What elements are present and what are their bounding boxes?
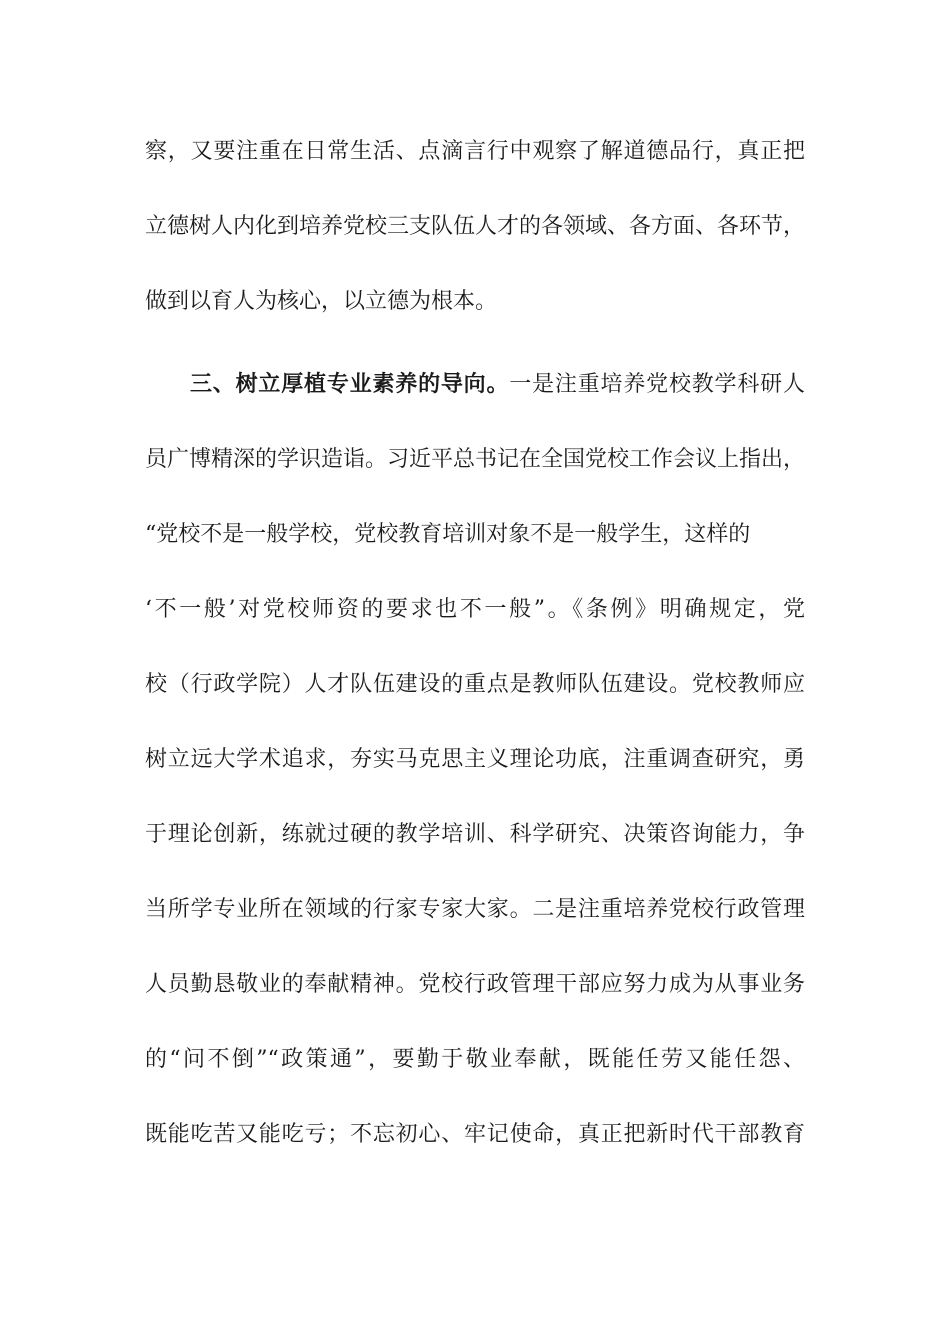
text-line: 立德树人内化到培养党校三支队伍人才的各领域、各方面、各环节， bbox=[145, 214, 806, 239]
text-line: 人员勤恳敬业的奉献精神。党校行政管理干部应努力成为从事业务 bbox=[145, 972, 805, 997]
text-line: “党校不是一般学校，党校教育培训对象不是一般学生，这样的 bbox=[145, 522, 751, 547]
heading-line-rest: 一是注重培养党校教学科研人 bbox=[509, 372, 805, 397]
text-line: ‘不一般’对党校师资的要求也不一般”。《条例》明确规定，党 bbox=[145, 597, 805, 622]
text-line: 员广博精深的学识造诣。习近平总书记在全国党校工作会议上指出， bbox=[145, 447, 806, 472]
section-heading: 三、树立厚植专业素养的导向。 bbox=[190, 372, 510, 397]
text-line: 做到以育人为核心，以立德为根本。 bbox=[145, 289, 498, 314]
text-line: 察，又要注重在日常生活、点滴言行中观察了解道德品行，真正把 bbox=[145, 139, 805, 164]
text-line: 当所学专业所在领域的行家专家大家。二是注重培养党校行政管理 bbox=[145, 897, 805, 922]
text-line: 校（行政学院）人才队伍建设的重点是教师队伍建设。党校教师应 bbox=[145, 672, 805, 697]
section-heading-line bbox=[190, 370, 805, 400]
text-line: 于理论创新，练就过硬的教学培训、科学研究、决策咨询能力，争 bbox=[145, 822, 805, 847]
text-line: 的“问不倒”“政策通”，要勤于敬业奉献，既能任劳又能任怨、 bbox=[145, 1047, 805, 1072]
text-line: 树立远大学术追求，夯实马克思主义理论功底，注重调查研究，勇 bbox=[145, 747, 805, 772]
text-line: 既能吃苦又能吃亏；不忘初心、牢记使命，真正把新时代干部教育 bbox=[145, 1122, 805, 1147]
